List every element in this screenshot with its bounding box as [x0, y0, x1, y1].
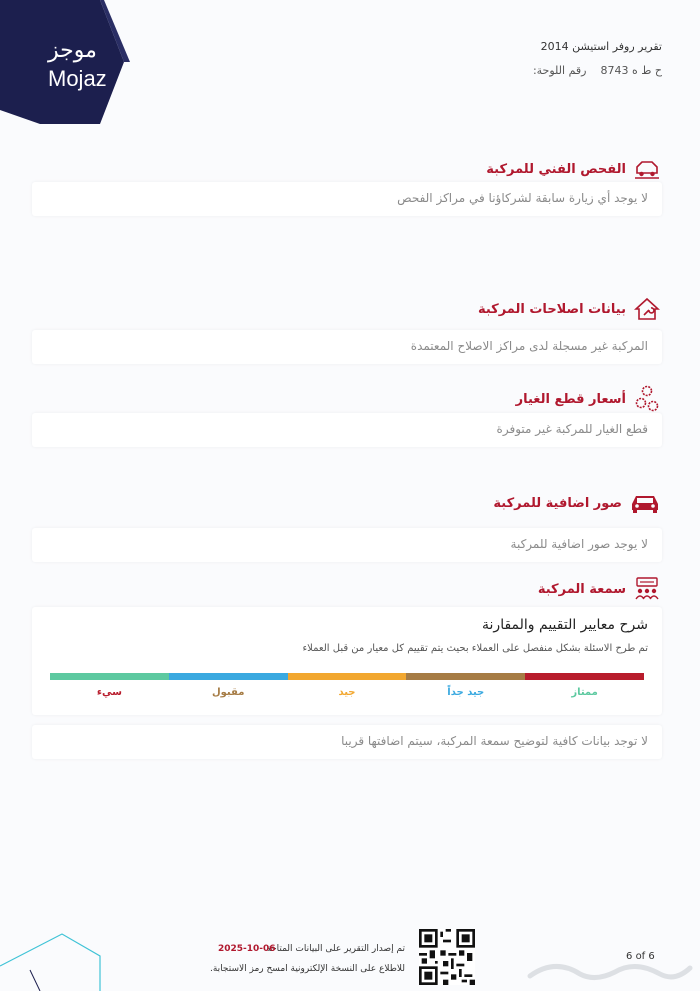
- rating-labels: [50, 687, 644, 698]
- section-parts-card: [32, 413, 662, 447]
- report-title: تقرير روفر استيشن 2014: [540, 40, 662, 53]
- plate-label: رقم اللوحة:: [532, 64, 587, 77]
- rating-scale-bar: [50, 673, 644, 680]
- rating-label-excellent: ممتاز: [571, 687, 598, 698]
- section-parts-title: أسعار قطع الغيار: [515, 391, 626, 407]
- rating-criteria-card: [32, 607, 662, 715]
- page-total: 6: [648, 951, 655, 962]
- gears-icon: [634, 384, 660, 414]
- footer-qr-note: للاطلاع على النسخة الإلكترونية امسح رمز الاستجابة.: [210, 964, 405, 974]
- section-inspection-message: لا يوجد أي زيارة سابقة لشركاؤنا في مراكز الفحص: [397, 191, 648, 205]
- section-repairs-title: بيانات اصلاحات المركبة: [477, 301, 626, 317]
- section-inspection-card: [32, 182, 662, 216]
- section-repairs-card: [32, 330, 662, 364]
- car-front-icon: [630, 492, 660, 514]
- footer-issued-label: تم إصدار التقرير على البيانات المتاحة: [266, 944, 405, 954]
- section-reputation-header: [538, 576, 660, 602]
- decorative-lines-bottom: [0, 930, 110, 991]
- rating-label-very-good: جيد جداً: [447, 687, 485, 698]
- car-lift-icon: [634, 158, 660, 180]
- rating-label-good: جيد: [338, 687, 356, 698]
- page-current: 6: [626, 951, 633, 962]
- watermark-graphic: [525, 948, 695, 986]
- qr-code[interactable]: [419, 929, 475, 985]
- reputation-no-data-card: [32, 725, 662, 759]
- rating-label-acceptable: مقبول: [211, 687, 245, 698]
- reputation-no-data-message: لا توجد بيانات كافية لتوضيح سمعة المركبة، سيتم اضافتها قريبا: [341, 734, 648, 748]
- section-parts-header: [516, 384, 660, 414]
- logo-arabic-text: موجز: [48, 38, 97, 63]
- rating-title: شرح معايير التقييم والمقارنة: [482, 617, 648, 633]
- plate-value: ح ط ه 8743: [600, 64, 662, 77]
- rating-segment: [525, 673, 644, 680]
- section-parts-message: قطع الغيار للمركبة غير متوفرة: [496, 422, 648, 436]
- section-inspection-header: [486, 158, 660, 180]
- section-repairs-message: المركبة غير مسجلة لدى مراكز الاصلاح المعتمدة: [410, 339, 648, 353]
- rating-segment: [169, 673, 288, 680]
- rating-description: تم طرح الاسئلة بشكل منفصل على العملاء بحيث يتم تقييم كل معيار من قبل العملاء: [302, 643, 648, 654]
- rating-label-bad: سيء: [96, 687, 122, 698]
- section-photos-message: لا يوجد صور اضافية للمركبة: [510, 537, 648, 551]
- section-photos-header: [493, 492, 660, 514]
- section-inspection-title: الفحص الفني للمركبة: [486, 161, 626, 177]
- rating-segment: [406, 673, 525, 680]
- page-of: of: [635, 951, 646, 962]
- footer-issued-date: 2025-10-06: [218, 944, 276, 954]
- section-repairs-header: [478, 296, 660, 322]
- people-icon: [634, 576, 660, 602]
- rating-segment: [50, 673, 169, 680]
- plate-row: [533, 64, 662, 77]
- section-reputation-title: سمعة المركبة: [537, 581, 626, 597]
- section-photos-title: صور اضافية للمركبة: [493, 495, 622, 511]
- logo-latin-text: Mojaz: [48, 66, 107, 91]
- house-wrench-icon: [634, 296, 660, 322]
- rating-segment: [288, 673, 407, 680]
- section-photos-card: [32, 528, 662, 562]
